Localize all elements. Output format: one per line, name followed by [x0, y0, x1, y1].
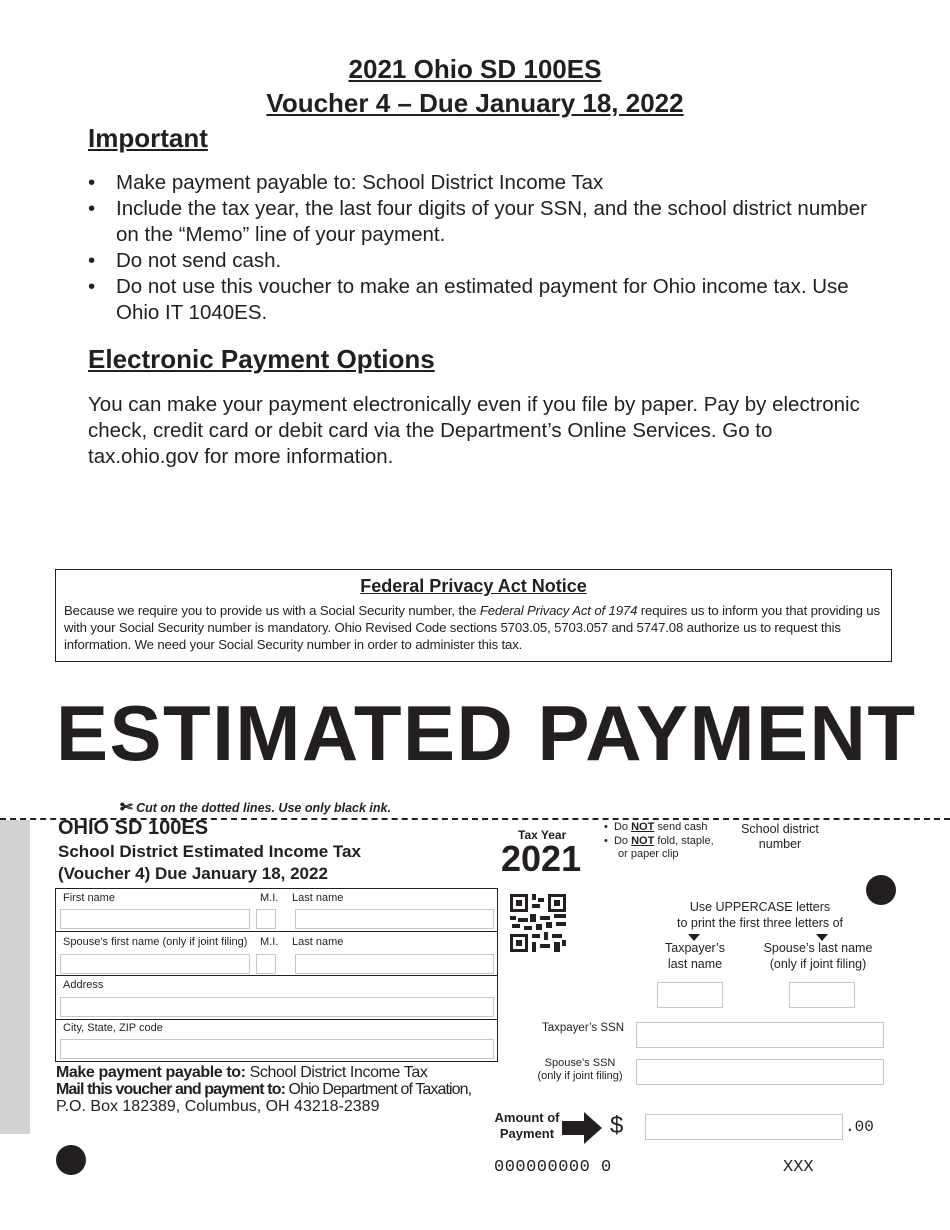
- mi-label: M.I.: [260, 892, 279, 904]
- scan-code: XXX: [783, 1158, 814, 1177]
- spouse-ssn-input[interactable]: [636, 1059, 884, 1085]
- privacy-notice-title: Federal Privacy Act Notice: [360, 576, 587, 596]
- spouse-last-name-input[interactable]: [789, 982, 855, 1008]
- amount-input[interactable]: [645, 1114, 843, 1140]
- spouse-last-name-field-input[interactable]: [295, 954, 494, 974]
- taxpayer-last-name-input[interactable]: [657, 982, 723, 1008]
- address-input[interactable]: [60, 997, 494, 1017]
- address-label: Address: [63, 979, 104, 991]
- taxpayer-ssn-input[interactable]: [636, 1022, 884, 1048]
- list-item: • Do not send cash.: [88, 248, 878, 274]
- form-title-line2: Voucher 4 – Due January 18, 2022: [266, 88, 684, 118]
- spouse-last-name-field-label: Last name: [292, 936, 344, 948]
- spouse-ssn-label: Spouse’s SSN (only if joint filing): [537, 1057, 623, 1082]
- voucher-form-name: OHIO SD 100ES: [58, 817, 209, 839]
- important-heading: Important: [88, 123, 208, 153]
- school-district-label: School district number: [741, 822, 819, 851]
- spouse-first-name-label: Spouse’s first name (only if joint filing): [63, 936, 248, 948]
- taxpayer-ssn-label: Taxpayer’s SSN: [542, 1022, 625, 1034]
- privacy-notice-text: Because we require you to provide us with a Social Security number, the Federal Privacy Act of 1974 requires us to inform you that providing us with your Social Security number is mandatory. Ohio Revised Code sections 5703.05, 5703.057 and 5747.08 authorize us to request this information. We need your Social Security number in order to administer this tax.: [64, 603, 880, 652]
- taxpayer-last-name-label: Taxpayer’s last name: [665, 941, 725, 971]
- mail-instruction: Mail this voucher and payment to: Ohio Department of Taxation,: [56, 1081, 472, 1098]
- registration-dot: [866, 875, 896, 905]
- cut-note: ✄ Cut on the dotted lines. Use only black ink.: [120, 799, 391, 816]
- qr-code-icon: [510, 894, 566, 952]
- mi-input[interactable]: [256, 909, 276, 929]
- voucher-subtitle-2: (Voucher 4) Due January 18, 2022: [58, 864, 328, 883]
- amount-cents: .00: [845, 1118, 874, 1136]
- divider: [56, 931, 497, 932]
- amount-label: Amount of Payment: [494, 1110, 560, 1141]
- tax-year: 2021: [501, 838, 582, 879]
- last-name-input[interactable]: [295, 909, 494, 929]
- first-name-input[interactable]: [60, 909, 250, 929]
- note-no-cash: • Do NOT send cash: [604, 821, 708, 833]
- uppercase-instruction: Use UPPERCASE letters to print the first three letters of: [676, 900, 844, 930]
- dollar-sign: $: [610, 1112, 624, 1139]
- spouse-last-name-label: Spouse’s last name (only if joint filing): [763, 941, 873, 971]
- list-item: • Include the tax year, the last four digits of your SSN, and the school district number on the “Memo” line of your payment.: [88, 196, 878, 248]
- first-name-label: First name: [63, 892, 115, 904]
- note-no-fold: • Do NOT fold, staple,: [604, 834, 714, 847]
- spouse-mi-label: M.I.: [260, 936, 279, 948]
- city-state-zip-input[interactable]: [60, 1039, 494, 1059]
- voucher-notes: [604, 821, 714, 862]
- last-name-label: Last name: [292, 892, 344, 904]
- name-address-box: [55, 888, 498, 1062]
- scissors-icon: ✄: [120, 799, 133, 816]
- electronic-payment-text: You can make your payment electronically even if you file by paper. Pay by electronic check, credit card or debit card via the Department’s Online Services. Go to tax.ohio.gov for more information.: [88, 393, 860, 468]
- divider: [56, 975, 497, 976]
- list-item: • Make payment payable to: School District Income Tax: [88, 170, 878, 196]
- spouse-mi-input[interactable]: [256, 954, 276, 974]
- form-title-line1: 2021 Ohio SD 100ES: [348, 54, 602, 84]
- tax-year-label: Tax Year: [518, 828, 567, 842]
- payable-instruction: Make payment payable to: School District Income Tax: [56, 1064, 428, 1081]
- registration-dot: [56, 1145, 86, 1175]
- list-item: • Do not use this voucher to make an estimated payment for Ohio income tax. Use Ohio IT 1040ES.: [88, 274, 878, 326]
- mail-address: P.O. Box 182389, Columbus, OH 43218-2389: [56, 1098, 380, 1115]
- estimated-payment-banner: ESTIMATED PAYMENT: [56, 689, 917, 777]
- electronic-payment-heading: Electronic Payment Options: [88, 344, 435, 374]
- side-bar: [0, 820, 30, 1134]
- arrow-right-icon: [562, 1112, 602, 1144]
- spouse-first-name-input[interactable]: [60, 954, 250, 974]
- privacy-notice-box: [55, 569, 892, 662]
- note-no-clip: or paper clip: [618, 848, 679, 860]
- scan-line: 000000000 0: [494, 1158, 612, 1177]
- voucher-subtitle-1: School District Estimated Income Tax: [58, 842, 361, 861]
- divider: [56, 1019, 497, 1020]
- city-state-zip-label: City, State, ZIP code: [63, 1022, 163, 1034]
- important-list: [88, 170, 878, 326]
